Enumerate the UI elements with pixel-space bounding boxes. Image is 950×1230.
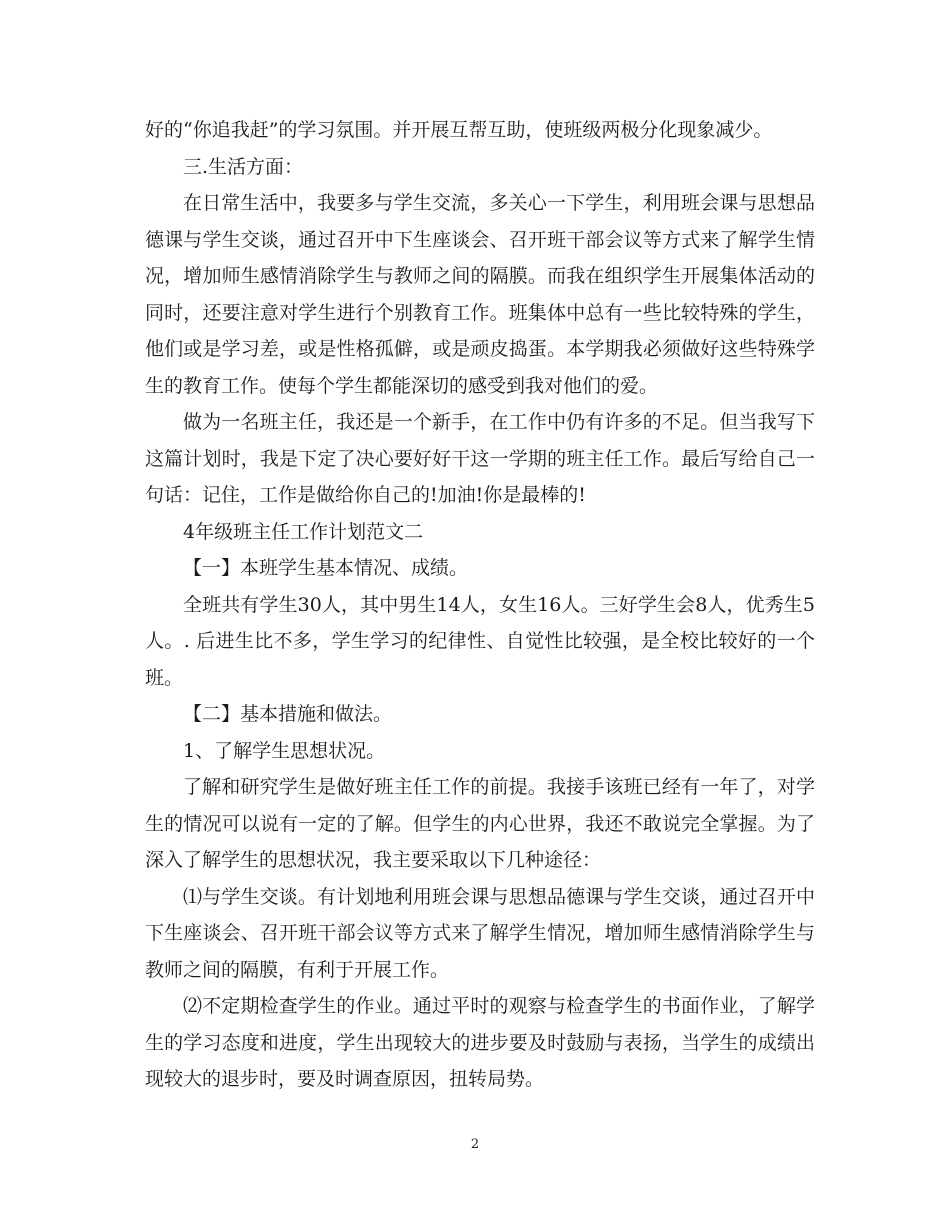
section-heading-life: 三.生活方面： [183, 155, 304, 178]
article-title-two: 4年级班主任工作计划范文二 [183, 520, 424, 543]
subheading-understand-students: 1、了解学生思想状况。 [183, 739, 386, 762]
paragraph-class-stats: 全班共有学生30人，其中男生14人，女生16人。三好学生会8人，优秀生5人。. 后进生比不多，学生学习的纪律性、自觉性比较强，是全校比较好的一个班。 [145, 593, 815, 689]
list-item-homework: ⑵不定期检查学生的作业。通过平时的观察与检查学生的书面作业，了解学生的学习态度和进度，学生出现较大的进步要及时鼓励与表扬，当学生的成绩出现较大的退步时，要及时调查原因，扭转局势。 [145, 995, 815, 1090]
paragraph-closing: 做为一名班主任，我还是一个新手，在工作中仍有许多的不足。但当我写下这篇计划时，我是下定了决心要好好干这一学期的班主任工作。最后写给自己一句话：记住，工作是做给你自己的!加油!你是最棒的! [145, 411, 815, 506]
paragraph-continuation: 好的“你追我赶”的学习氛围。并开展互帮互助，使班级两极分化现象减少。 [145, 119, 773, 141]
page-body [145, 112, 815, 1098]
section-heading-one: 【一】本班学生基本情况、成绩。 [183, 557, 469, 579]
section-heading-two: 【二】基本措施和做法。 [183, 703, 393, 725]
page-number: 2 [470, 1137, 480, 1152]
paragraph-research-students: 了解和研究学生是做好班主任工作的前提。我接手该班已经有一年了，对学生的情况可以说有一定的了解。但学生的内心世界，我还不敢说完全掌握。为了深入了解学生的思想状况，我主要采取以下几种途径： [145, 776, 815, 871]
list-item-talk: ⑴与学生交谈。有计划地利用班会课与思想品德课与学生交谈，通过召开中下生座谈会、召开班干部会议等方式来了解学生情况，增加师生感情消除学生与教师之间的隔膜，有利于开展工作。 [145, 885, 815, 981]
paragraph-daily-life: 在日常生活中，我要多与学生交流，多关心一下学生，利用班会课与思想品德课与学生交谈，通过召开中下生座谈会、召开班干部会议等方式来了解学生情况，增加师生感情消除学生与教师之间的隔膜。而我在组织学生开展集体活动的同时，还要注意对学生进行个别教育工作。班集体中总有一些比较特殊的学生，他们或是学习差，或是性格孤僻，或是顽皮捣蛋。本学期我必须做好这些特殊学生的教育工作。使每个学生都能深切的感受到我对他们的爱。 [145, 192, 815, 397]
